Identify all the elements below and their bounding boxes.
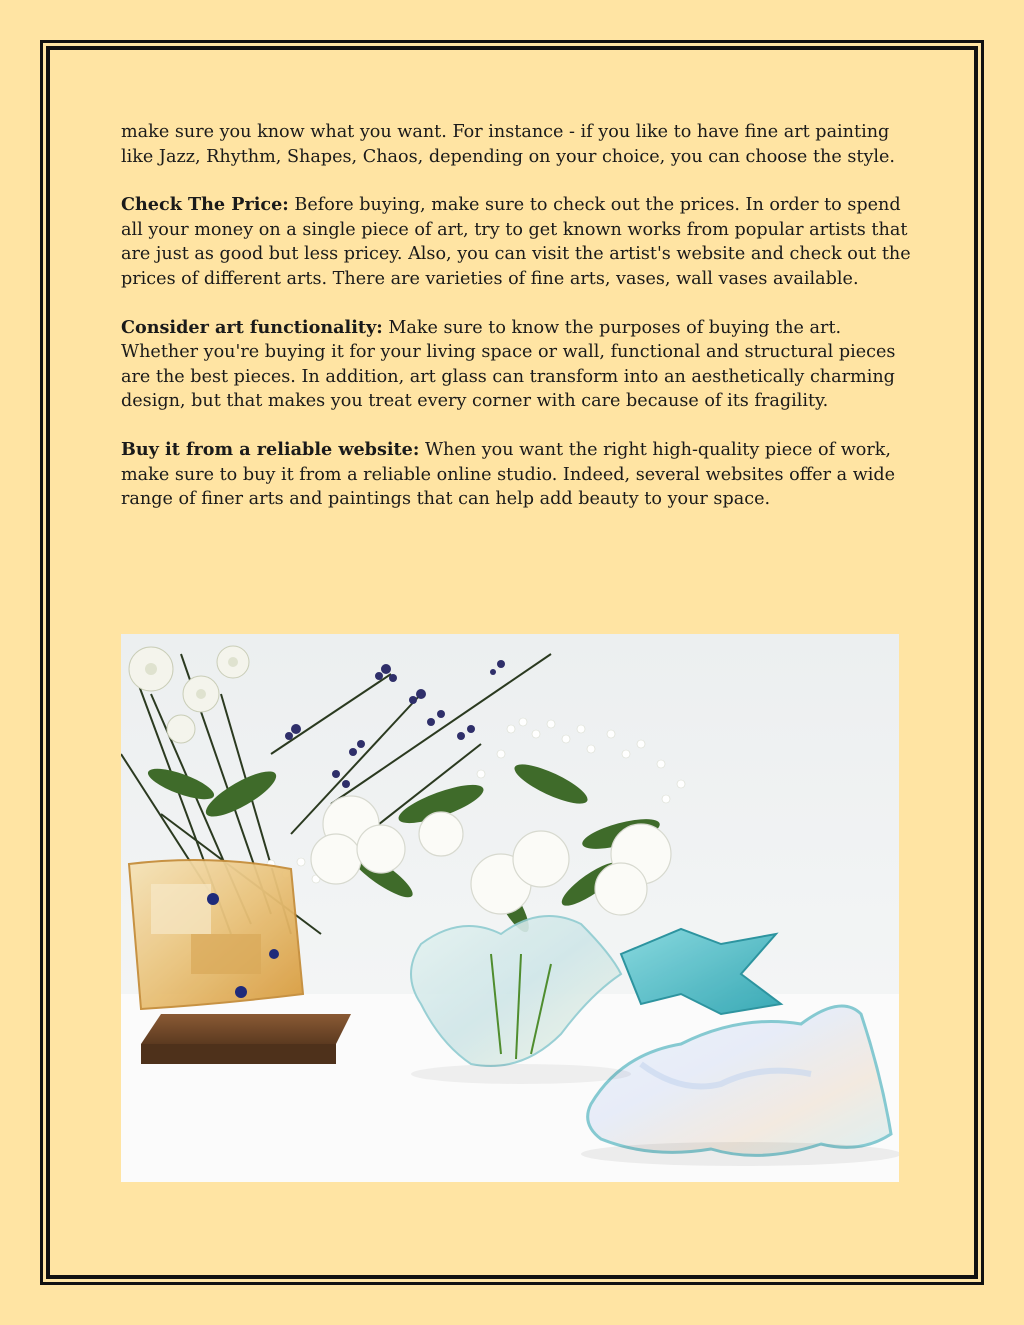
paragraph-check-price <box>121 193 911 291</box>
paragraph-intro <box>121 120 911 169</box>
paragraph-reliable-website-body: When you want the right high-quality piece of work, make sure to buy it from a reliable online studio. Indeed, several websites offer a wide range of finer arts and paintings that can help add beauty to your space. <box>121 439 896 510</box>
paragraph-reliable-website-heading: Buy it from a reliable website: <box>121 438 420 460</box>
paragraph-check-price-heading: Check The Price: <box>121 194 289 216</box>
paragraph-functionality-body: Make sure to know the purposes of buying the art. Whether you're buying it for your living space or wall, functional and structural pieces are the best pieces. In addition, art glass can transform into an aesthetically charming design, but that makes you treat every corner with care because of its fragility. <box>121 317 896 412</box>
paragraph-functionality <box>121 316 911 414</box>
article-text <box>121 120 911 536</box>
paragraph-intro-body: make sure you know what you want. For instance - if you like to have fine art painting like Jazz, Rhythm, Shapes, Chaos, depending on your choice, you can choose the style. <box>121 122 896 167</box>
paragraph-functionality-heading: Consider art functionality: <box>121 316 383 338</box>
paragraph-check-price-body: Before buying, make sure to check out the prices. In order to spend all your money on a single piece of art, try to get known works from popular artists that are just as good but less pricey. Also, you can visit the artist's website and check out the prices of different arts. There are varieties of fine arts, vases, wall vases available. <box>121 195 911 289</box>
glass-vases-photo <box>121 634 899 1182</box>
paragraph-reliable-website <box>121 438 911 512</box>
